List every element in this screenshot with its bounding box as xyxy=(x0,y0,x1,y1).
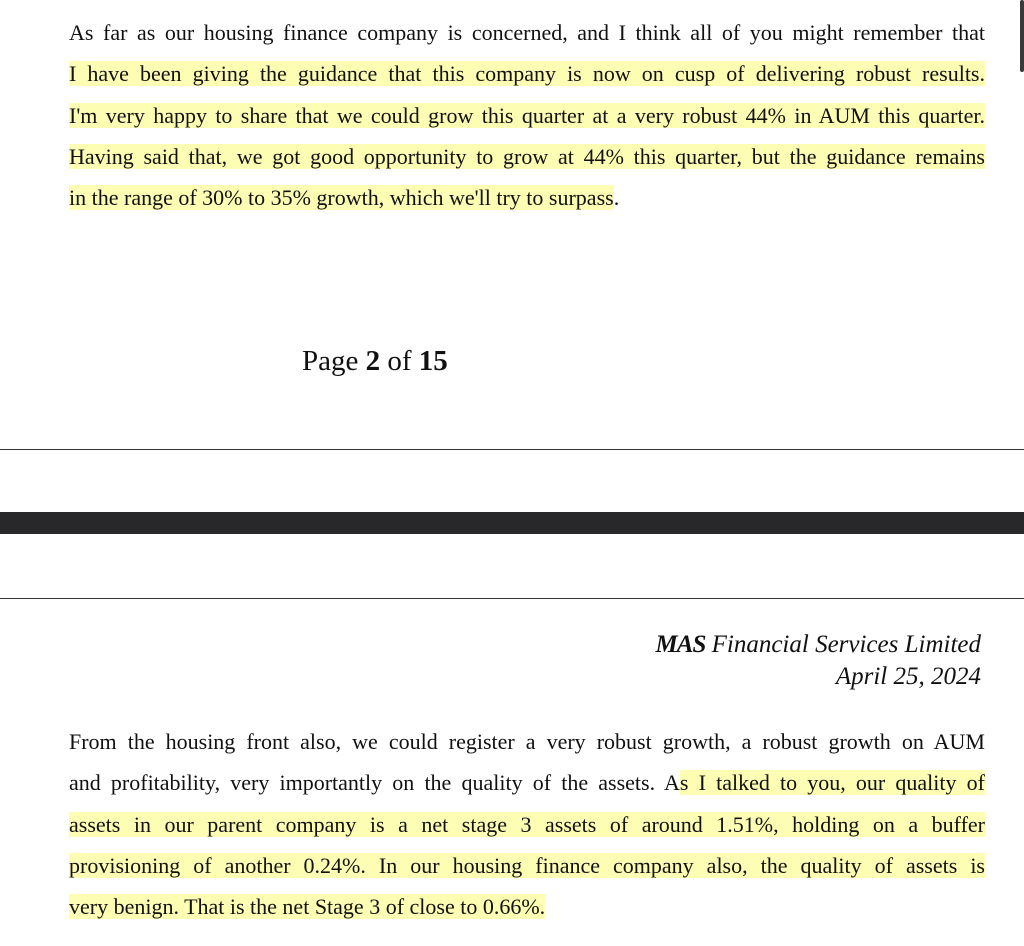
page-number-footer xyxy=(302,345,448,378)
paragraph-line: From the housing front also, we could register a very robust growth, a robust growth on AUM xyxy=(69,729,985,754)
highlighted-text: very benign. That is the net Stage 3 of close to 0.66%. xyxy=(69,894,546,920)
page-bottom-border xyxy=(0,449,1024,450)
company-name-line xyxy=(656,629,981,661)
plain-text: and profitability, very importantly on the quality of the assets. A xyxy=(69,770,680,796)
paragraph-line xyxy=(69,95,985,136)
period-text: . xyxy=(613,185,620,211)
company-name: Financial Services Limited xyxy=(705,631,981,658)
company-logo: MAS xyxy=(655,631,706,658)
header-date: April 25, 2024 xyxy=(835,663,981,690)
paragraph-line xyxy=(69,804,985,845)
paragraph-line xyxy=(69,177,985,218)
paragraph-line xyxy=(69,762,985,803)
paragraph-line xyxy=(69,845,985,886)
housing-front-paragraph xyxy=(69,721,985,927)
paragraph-line xyxy=(69,53,985,94)
paragraph-line xyxy=(69,886,985,927)
page-gap-separator xyxy=(0,512,1024,534)
document-page-3 xyxy=(0,599,1024,946)
highlighted-text: I have been giving the guidance that this company is now on cusp of delivering robust results. xyxy=(69,61,985,87)
page-header xyxy=(656,629,981,693)
paragraph-line xyxy=(69,136,985,177)
highlighted-text: provisioning of another 0.24%. In our housing finance company also, the quality of assets is xyxy=(69,852,985,878)
scrollbar-thumb[interactable] xyxy=(1020,0,1024,72)
page-label: Page xyxy=(302,345,366,377)
highlighted-text: I'm very happy to share that we could grow this quarter at a very robust 44% in AUM this quarter. xyxy=(69,102,985,128)
document-page-2 xyxy=(0,0,1024,449)
highlighted-text: s I talked to you, our quality of xyxy=(679,770,985,796)
current-page-number: 2 xyxy=(365,345,381,377)
total-page-count: 15 xyxy=(418,345,448,377)
page-of-label: of xyxy=(380,345,419,377)
highlighted-text: assets in our parent company is a net stage 3 assets of around 1.51%, holding on a buffer xyxy=(69,811,985,837)
highlighted-text: Having said that, we got good opportunity to grow at 44% this quarter, but the guidance remains xyxy=(69,143,985,169)
housing-finance-paragraph xyxy=(69,12,985,218)
paragraph-line: As far as our housing finance company is concerned, and I think all of you might remember that xyxy=(69,20,985,45)
highlighted-text: in the range of 30% to 35% growth, which we'll try to surpass xyxy=(69,185,614,211)
